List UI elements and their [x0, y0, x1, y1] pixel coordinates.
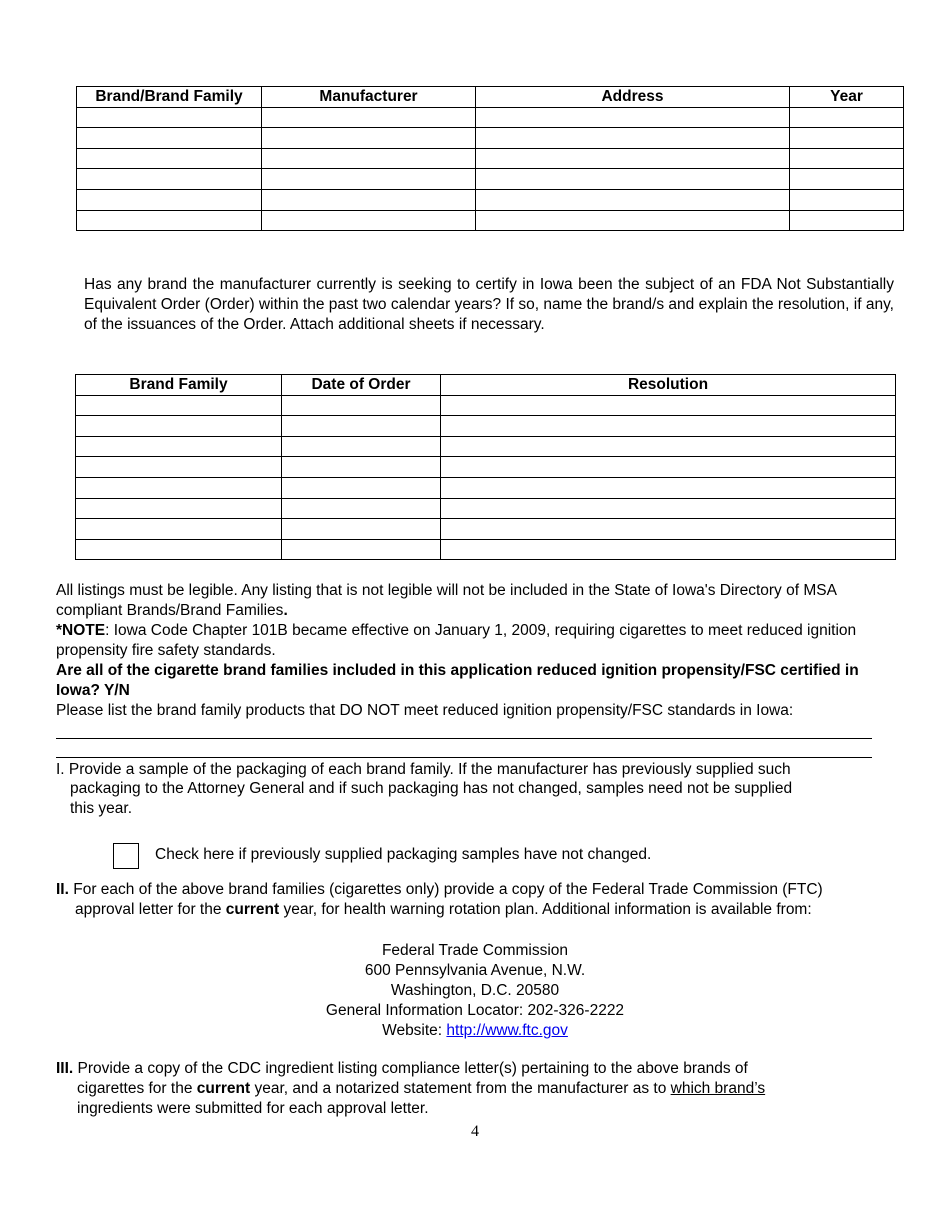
column-header-resolution: Resolution: [441, 375, 896, 396]
order-table-cell[interactable]: [76, 498, 282, 519]
fda-question: Has any brand the manufacturer currently is seeking to certify in Iowa been the subject of an FDA Not Substantially Equivalent Order (Order) within the past two calendar years? If so, name the brand/s and explain the resolution, if any, of the issuances of the Order. Attach additional sheets if necessary.: [84, 276, 894, 333]
ftc-website-label: Website:: [382, 1022, 447, 1039]
table-row: [76, 539, 896, 560]
ftc-address-block: [0, 941, 950, 1041]
brand-table-cell[interactable]: [262, 210, 476, 231]
fda-order-table: [75, 374, 896, 560]
brand-table-cell[interactable]: [476, 148, 790, 169]
section-ii-emph: current: [225, 901, 280, 918]
note-paragraph: [56, 621, 896, 661]
ftc-locator: General Information Locator: 202-326-2222: [325, 1002, 625, 1019]
order-table-cell[interactable]: [282, 539, 441, 560]
order-table-cell[interactable]: [76, 395, 282, 416]
table-row: [77, 210, 904, 231]
fsc-answer-line-2[interactable]: [56, 757, 872, 758]
table-row: [76, 519, 896, 540]
checkbox-label: Check here if previously supplied packaging samples have not changed.: [155, 846, 652, 863]
section-ii-text-c: year, for health warning rotation plan. Additional information is available from:: [279, 901, 812, 918]
brand-table-cell[interactable]: [476, 189, 790, 210]
ftc-city: Washington, D.C. 20580: [390, 982, 560, 999]
note-label: *NOTE: [56, 622, 106, 639]
order-table-cell[interactable]: [282, 519, 441, 540]
order-table-cell[interactable]: [441, 416, 896, 437]
brand-table-cell[interactable]: [790, 210, 904, 231]
brand-table-cell[interactable]: [476, 169, 790, 190]
legibility-text: All listings must be legible. Any listing that is not legible will not be included in the State of Iowa's Directory of MSA compliant Brands/Brand Families: [56, 582, 837, 619]
brand-table-cell[interactable]: [262, 169, 476, 190]
section-ii-text-a: For each of the above brand families (cigarettes only) provide a copy of the Federal Trade Commission (FTC): [68, 881, 823, 898]
column-header-year: Year: [790, 87, 904, 108]
order-table-cell[interactable]: [282, 477, 441, 498]
table-header-row: [77, 87, 904, 108]
section-iii-line-1: [56, 1059, 748, 1079]
order-table-cell[interactable]: [76, 416, 282, 437]
brand-table-cell[interactable]: [77, 189, 262, 210]
table-row: [76, 436, 896, 457]
order-table-cell[interactable]: [441, 395, 896, 416]
column-header-brand: Brand/Brand Family: [77, 87, 262, 108]
table-row: [77, 128, 904, 149]
section-ii-line-1: [56, 880, 823, 900]
brand-table-cell[interactable]: [790, 189, 904, 210]
brand-table-cell[interactable]: [77, 169, 262, 190]
brand-table-cell[interactable]: [790, 107, 904, 128]
section-iii-underlined: which brand’s: [670, 1080, 766, 1097]
order-table-cell[interactable]: [441, 436, 896, 457]
column-header-manufacturer: Manufacturer: [262, 87, 476, 108]
brand-table-cell[interactable]: [77, 148, 262, 169]
brand-table-cell[interactable]: [77, 128, 262, 149]
table-row: [76, 416, 896, 437]
order-table-cell[interactable]: [76, 539, 282, 560]
column-header-address: Address: [476, 87, 790, 108]
fsc-list-prompt: Please list the brand family products that DO NOT meet reduced ignition propensity/FSC standards in Iowa:: [56, 702, 794, 719]
note-text: : Iowa Code Chapter 101B became effective on January 1, 2009, requiring cigarettes to meet reduced ignition propensity fire safety standards.: [56, 622, 857, 659]
section-iii-line-3: ingredients were submitted for each approval letter.: [77, 1100, 429, 1117]
legibility-notice: [56, 581, 886, 621]
section-i-line-3: this year.: [70, 800, 133, 817]
table-row: [76, 395, 896, 416]
section-iii-line-2: [77, 1079, 765, 1099]
section-i-line-1: I. Provide a sample of the packaging of each brand family. If the manufacturer has previously supplied such: [56, 761, 791, 778]
packaging-unchanged-checkbox[interactable]: [113, 843, 139, 869]
section-iii-text-b: cigarettes for the: [77, 1080, 197, 1097]
brand-table-cell[interactable]: [790, 148, 904, 169]
section-iii-text-a: Provide a copy of the CDC ingredient listing compliance letter(s) pertaining to the above brands of: [73, 1060, 748, 1077]
table-row: [77, 107, 904, 128]
fsc-answer-line-1[interactable]: [56, 738, 872, 739]
order-table-cell[interactable]: [76, 519, 282, 540]
table-row: [76, 457, 896, 478]
section-ii-text-b: approval letter for the: [75, 901, 226, 918]
order-table-cell[interactable]: [76, 477, 282, 498]
order-table-cell[interactable]: [441, 477, 896, 498]
column-header-brand-family: Brand Family: [76, 375, 282, 396]
order-table-cell[interactable]: [282, 457, 441, 478]
brand-table-cell[interactable]: [476, 107, 790, 128]
section-ii-line-2: [75, 900, 812, 920]
ftc-street: 600 Pennsylvania Avenue, N.W.: [364, 962, 586, 979]
brand-table-cell[interactable]: [790, 128, 904, 149]
table-row: [77, 148, 904, 169]
column-header-date-of-order: Date of Order: [282, 375, 441, 396]
brand-table-cell[interactable]: [262, 107, 476, 128]
section-iii-label: III.: [56, 1060, 74, 1077]
order-table-cell[interactable]: [282, 395, 441, 416]
brand-table-cell[interactable]: [790, 169, 904, 190]
order-table-cell[interactable]: [441, 498, 896, 519]
section-iii-emph: current: [196, 1080, 251, 1097]
order-table-cell[interactable]: [76, 457, 282, 478]
brand-table-cell[interactable]: [77, 107, 262, 128]
brand-table-cell[interactable]: [262, 128, 476, 149]
order-table-cell[interactable]: [282, 436, 441, 457]
brand-table-cell[interactable]: [476, 128, 790, 149]
section-iii-text-c: year, and a notarized statement from the manufacturer as to: [250, 1080, 671, 1097]
section-ii-label: II.: [56, 881, 69, 898]
brand-manufacturer-table: [76, 86, 904, 231]
table-header-row: [76, 375, 896, 396]
order-table-cell[interactable]: [76, 436, 282, 457]
brand-table-cell[interactable]: [77, 210, 262, 231]
table-row: [76, 477, 896, 498]
brand-table-cell[interactable]: [262, 189, 476, 210]
brand-table-cell[interactable]: [262, 148, 476, 169]
order-table-cell[interactable]: [282, 498, 441, 519]
ftc-website: [0, 1021, 950, 1041]
order-table-cell[interactable]: [441, 457, 896, 478]
ftc-website-link[interactable]: http://www.ftc.gov: [446, 1022, 568, 1039]
page-number: 4: [471, 1123, 479, 1140]
ftc-name: Federal Trade Commission: [381, 942, 569, 959]
order-table-cell[interactable]: [441, 539, 896, 560]
legibility-period: .: [283, 602, 288, 619]
fsc-question: Are all of the cigarette brand families included in this application reduced ignition propensity/FSC certified in Iowa? Y/N: [56, 662, 859, 699]
brand-table-cell[interactable]: [476, 210, 790, 231]
order-table-cell[interactable]: [441, 519, 896, 540]
table-row: [77, 189, 904, 210]
order-table-cell[interactable]: [282, 416, 441, 437]
table-row: [77, 169, 904, 190]
table-row: [76, 498, 896, 519]
section-i-line-2: packaging to the Attorney General and if such packaging has not changed, samples need not be supplied: [70, 780, 793, 797]
